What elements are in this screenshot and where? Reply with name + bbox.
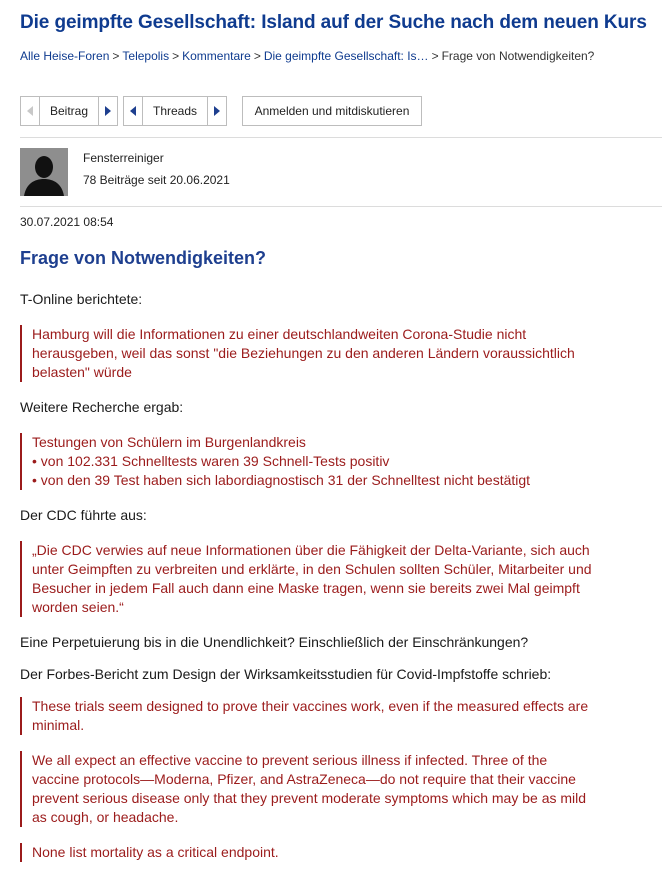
breadcrumb-separator: > xyxy=(172,49,180,63)
post-paragraph: T-Online berichtete: xyxy=(20,291,143,307)
quote-line: prevent serious disease only that they prevent moderate symptoms which may be as mild xyxy=(32,790,587,806)
post-navigation xyxy=(20,96,662,126)
quote-block xyxy=(20,843,650,862)
quote-block xyxy=(20,751,650,827)
quote-line: Testungen von Schülern im Burgenlandkreis xyxy=(32,434,306,450)
breadcrumb-current: Frage von Notwendigkeiten? xyxy=(441,49,595,63)
quote-line: None list mortality as a critical endpoint. xyxy=(32,844,279,860)
next-post-button[interactable] xyxy=(98,97,117,125)
breadcrumb-separator: > xyxy=(112,49,120,63)
post-date: 30.07.2021 08:54 xyxy=(20,215,114,229)
quote-block xyxy=(20,325,650,382)
post-paragraph: Eine Perpetuierung bis in die Unendlichkeit? Einschließlich der Einschränkungen? xyxy=(20,634,529,650)
breadcrumb xyxy=(20,49,594,63)
quote-line: herausgeben, weil das sonst "die Beziehungen zu den anderen Ländern voraussichtlich xyxy=(32,345,575,361)
quote-line: „Die CDC verwies auf neue Informationen über die Fähigkeit der Delta-Variante, sich auch xyxy=(32,542,590,558)
author-name[interactable]: Fensterreiniger xyxy=(83,151,164,165)
quote-block xyxy=(20,433,650,490)
author-post-count: 78 Beiträge seit 20.06.2021 xyxy=(83,173,230,187)
threads-label: Threads xyxy=(152,104,198,118)
quote-block xyxy=(20,697,650,735)
breadcrumb-link-kommentare[interactable]: Kommentare xyxy=(182,49,251,63)
post-paragraph: Weitere Recherche ergab: xyxy=(20,399,184,415)
threads-nav-group xyxy=(123,96,227,126)
arrow-left-icon xyxy=(130,106,136,116)
quote-line: vaccine protocols—Moderna, Pfizer, and AstraZeneca—do not require that their vaccine xyxy=(32,771,576,787)
quote-line: These trials seem designed to prove their vaccines work, even if the measured effects are xyxy=(32,698,589,714)
quote-line: belasten" würde xyxy=(32,364,132,380)
login-to-discuss-button[interactable]: Anmelden und mitdiskutieren xyxy=(242,96,422,126)
quote-line: as cough, or headache. xyxy=(32,809,179,825)
quote-line: We all expect an effective vaccine to prevent serious illness if infected. Three of the xyxy=(32,752,548,768)
quote-line: unter Geimpften zu verbreiten und erklärte, in den Schulen sollten Schüler, Mitarbeiter und xyxy=(32,561,592,577)
quote-block xyxy=(20,541,650,617)
quote-line: Hamburg will die Informationen zu einer deutschlandweiten Corona-Studie nicht xyxy=(32,326,527,342)
breadcrumb-link-all-forums[interactable]: Alle Heise-Foren xyxy=(20,49,110,63)
post-paragraph: Der Forbes-Bericht zum Design der Wirksamkeitsstudien für Covid-Impfstoffe schrieb: xyxy=(20,666,552,682)
quote-line: Besucher in jedem Fall auch dann eine Maske tragen, wenn sie bereits zwei Mal geimpft xyxy=(32,580,580,596)
user-silhouette-icon xyxy=(20,148,68,196)
divider xyxy=(20,206,662,207)
arrow-left-icon xyxy=(27,106,33,116)
forum-title[interactable]: Die geimpfte Gesellschaft: Island auf der Suche nach dem neuen Kurs xyxy=(20,12,647,33)
beitrag-nav-group xyxy=(20,96,118,126)
divider xyxy=(20,137,662,138)
previous-thread-button[interactable] xyxy=(124,97,143,125)
breadcrumb-link-thread[interactable]: Die geimpfte Gesellschaft: Is… xyxy=(263,49,429,63)
avatar[interactable] xyxy=(20,148,68,196)
arrow-right-icon xyxy=(105,106,111,116)
quote-line: worden seien.“ xyxy=(32,599,124,615)
quote-line: minimal. xyxy=(32,717,85,733)
beitrag-label: Beitrag xyxy=(49,104,89,118)
quote-line: • von 102.331 Schnelltests waren 39 Schnell-Tests positiv xyxy=(32,453,390,469)
quote-line: • von den 39 Test haben sich labordiagnostisch 31 der Schnelltest nicht bestätigt xyxy=(32,472,531,488)
post-title: Frage von Notwendigkeiten? xyxy=(20,248,267,268)
arrow-right-icon xyxy=(214,106,220,116)
breadcrumb-separator: > xyxy=(253,49,261,63)
breadcrumb-link-telepolis[interactable]: Telepolis xyxy=(122,49,170,63)
post-paragraph: Der CDC führte aus: xyxy=(20,507,147,523)
next-thread-button[interactable] xyxy=(207,97,226,125)
previous-post-button[interactable] xyxy=(21,97,40,125)
breadcrumb-separator: > xyxy=(431,49,439,63)
